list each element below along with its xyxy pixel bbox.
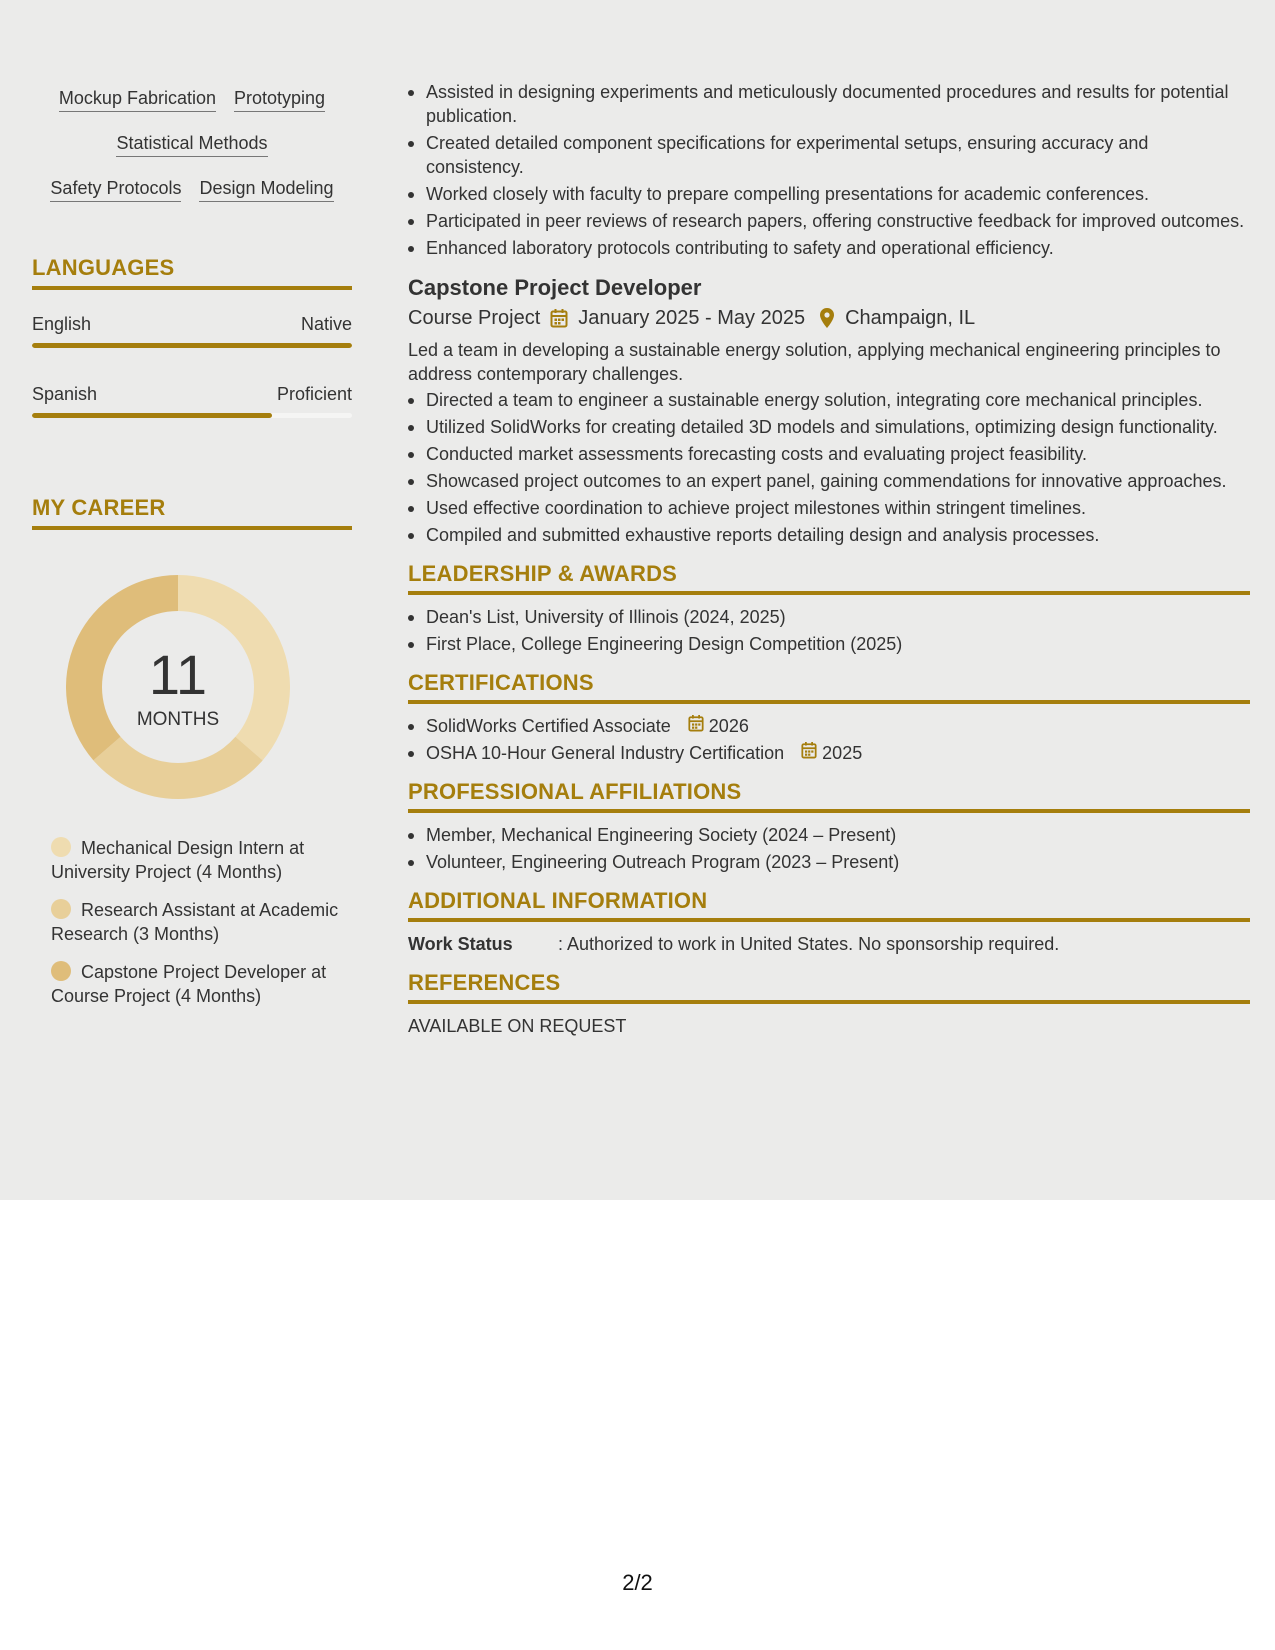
right-column <box>408 0 1250 1038</box>
info-value: : Authorized to work in United States. No sponsorship required. <box>558 934 1060 954</box>
section-divider <box>408 700 1250 704</box>
list-item: Dean's List, University of Illinois (2024, 2025) <box>408 605 1250 629</box>
career-total-unit: MONTHS <box>136 709 220 730</box>
section-title: REFERENCES <box>408 970 561 995</box>
list-item: Created detailed component specifications for experimental setups, ensuring accuracy and consistency. <box>408 131 1250 179</box>
career-total-number: 11 <box>148 643 208 706</box>
section-title: PROFESSIONAL AFFILIATIONS <box>408 779 742 804</box>
section-divider <box>408 918 1250 922</box>
list-item: Volunteer, Engineering Outreach Program (2023 – Present) <box>408 850 1250 874</box>
section-title: LEADERSHIP & AWARDS <box>408 561 678 586</box>
language-level-fill <box>32 413 272 418</box>
info-key: Work Status <box>408 934 513 954</box>
legend-label: Capstone Project Developer at Course Project (4 Months) <box>51 962 327 1006</box>
list-item: Showcased project outcomes to an expert panel, gaining commendations for innovative approaches. <box>408 469 1250 493</box>
section-divider <box>408 809 1250 813</box>
job-summary: Led a team in developing a sustainable energy solution, applying mechanical engineering principles to address contemporary challenges. <box>408 340 1221 384</box>
language-name: Spanish <box>32 384 98 404</box>
section-additional-information <box>408 888 1250 956</box>
job-dates: January 2025 - May 2025 <box>578 307 806 329</box>
calendar-icon <box>688 714 704 738</box>
list-item: Participated in peer reviews of research papers, offering constructive feedback for improved outcomes. <box>408 209 1250 233</box>
career-legend-item <box>51 898 341 946</box>
list-item: Conducted market assessments forecasting costs and evaluating project feasibility. <box>408 442 1250 466</box>
skills-row-2 <box>32 132 352 157</box>
languages-header <box>32 255 352 290</box>
section-title: MY CAREER <box>32 495 166 520</box>
legend-label: Research Assistant at Academic Research (3 Months) <box>51 900 339 944</box>
legend-swatch <box>51 837 71 857</box>
career-legend-item <box>51 836 341 884</box>
skills-row-3 <box>32 177 352 202</box>
language-level: Proficient <box>276 384 352 404</box>
job-title: Capstone Project Developer <box>408 275 702 300</box>
skill-tag: Statistical Methods <box>116 132 267 157</box>
list-item: Directed a team to engineer a sustainable energy solution, integrating core mechanical principles. <box>408 388 1250 412</box>
skill-tag: Mockup Fabrication <box>59 87 216 112</box>
list-item: Compiled and submitted exhaustive reports detailing design and analysis processes. <box>408 523 1250 547</box>
cert-name: SolidWorks Certified Associate <box>426 716 671 736</box>
section-title: ADDITIONAL INFORMATION <box>408 888 708 913</box>
section-title: CERTIFICATIONS <box>408 670 594 695</box>
career-legend-item <box>51 960 341 1008</box>
list-item: Worked closely with faculty to prepare compelling presentations for academic conferences. <box>408 182 1250 206</box>
language-level-bar <box>32 343 352 348</box>
list-item: Member, Mechanical Engineering Society (2024 – Present) <box>408 823 1250 847</box>
language-item-english <box>32 313 352 348</box>
references-text: AVAILABLE ON REQUEST <box>408 1016 627 1036</box>
job-meta <box>408 304 1250 332</box>
calendar-icon <box>801 741 817 765</box>
career-donut-chart <box>66 575 290 799</box>
previous-role-bullets <box>408 80 1250 260</box>
language-level-bar <box>32 413 352 418</box>
cert-year: 2026 <box>708 716 749 736</box>
skills-row-1 <box>32 87 352 112</box>
affiliations-list <box>408 823 1250 874</box>
language-level: Native <box>300 314 352 334</box>
language-item-spanish <box>32 383 352 418</box>
list-item: Utilized SolidWorks for creating detailed 3D models and simulations, optimizing design functionality. <box>408 415 1250 439</box>
work-status-row <box>408 932 1250 956</box>
skill-tag: Safety Protocols <box>50 177 181 202</box>
page-number: 2/2 <box>622 1570 653 1595</box>
cert-year: 2025 <box>822 743 863 763</box>
list-item: First Place, College Engineering Design Competition (2025) <box>408 632 1250 656</box>
list-item: Used effective coordination to achieve project milestones within stringent timelines. <box>408 496 1250 520</box>
section-divider <box>408 1000 1250 1004</box>
legend-swatch <box>51 899 71 919</box>
career-header <box>32 495 352 530</box>
list-item: Assisted in designing experiments and meticulously documented procedures and results for potential publication. <box>408 80 1250 128</box>
list-item <box>408 714 1250 738</box>
job-location: Champaign, IL <box>845 307 976 329</box>
section-divider <box>32 526 352 530</box>
section-divider <box>408 591 1250 595</box>
leadership-list <box>408 605 1250 656</box>
list-item: Enhanced laboratory protocols contributing to safety and operational efficiency. <box>408 236 1250 260</box>
section-title: LANGUAGES <box>32 255 175 280</box>
location-pin-icon <box>819 307 835 329</box>
legend-label: Mechanical Design Intern at University Project (4 Months) <box>51 838 305 882</box>
cert-date <box>688 714 749 738</box>
certifications-list <box>408 714 1250 765</box>
capstone-bullets <box>408 388 1250 547</box>
list-item <box>408 741 1250 765</box>
legend-swatch <box>51 961 71 981</box>
cert-name: OSHA 10-Hour General Industry Certification <box>426 743 785 763</box>
language-level-fill <box>32 343 352 348</box>
skill-tag: Design Modeling <box>199 177 333 202</box>
section-certifications <box>408 670 1250 765</box>
job-org: Course Project <box>408 307 541 329</box>
section-affiliations <box>408 779 1250 874</box>
donut-segment <box>93 737 262 799</box>
calendar-icon <box>550 308 568 328</box>
section-references <box>408 970 1250 1038</box>
job-capstone <box>408 274 1250 547</box>
section-divider <box>32 286 352 290</box>
language-name: English <box>32 314 92 334</box>
section-leadership <box>408 561 1250 656</box>
skill-tag: Prototyping <box>234 87 325 112</box>
cert-date <box>801 741 862 765</box>
